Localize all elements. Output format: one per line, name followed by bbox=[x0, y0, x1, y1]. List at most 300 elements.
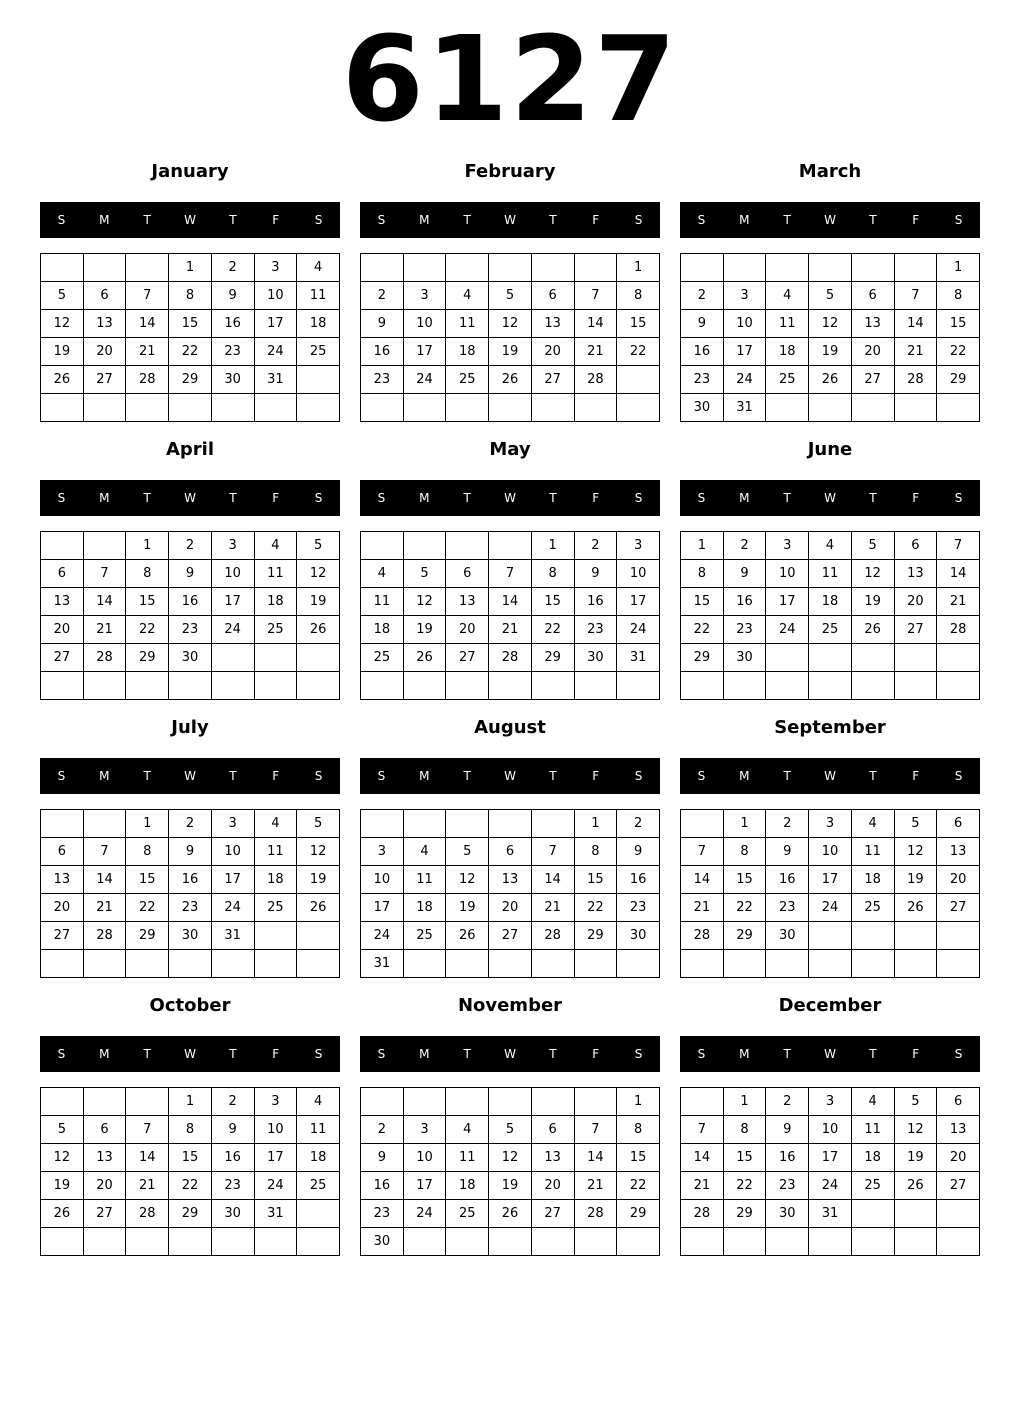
day-cell: 4 bbox=[254, 810, 297, 838]
day-cell: 11 bbox=[297, 1116, 340, 1144]
week-row bbox=[681, 838, 980, 866]
weekday-label: T bbox=[869, 213, 877, 227]
day-cell: 2 bbox=[574, 532, 617, 560]
day-cell: 12 bbox=[894, 1116, 937, 1144]
day-cell: 6 bbox=[83, 1116, 126, 1144]
day-cell bbox=[297, 672, 340, 700]
day-cell: 20 bbox=[937, 866, 980, 894]
weekday-label: T bbox=[143, 1047, 151, 1061]
day-cell bbox=[83, 810, 126, 838]
week-row bbox=[361, 644, 660, 672]
day-cell: 15 bbox=[681, 588, 724, 616]
week-row bbox=[361, 560, 660, 588]
day-cell: 17 bbox=[211, 588, 254, 616]
day-cell: 12 bbox=[851, 560, 894, 588]
day-cell: 23 bbox=[169, 894, 212, 922]
day-cell: 2 bbox=[361, 1116, 404, 1144]
day-cell: 15 bbox=[574, 866, 617, 894]
day-cell: 17 bbox=[254, 310, 297, 338]
day-cell: 17 bbox=[403, 338, 446, 366]
week-row bbox=[41, 310, 340, 338]
day-cell: 3 bbox=[254, 254, 297, 282]
weekday-label: T bbox=[869, 491, 877, 505]
week-row bbox=[681, 282, 980, 310]
day-cell: 3 bbox=[809, 1088, 852, 1116]
day-cell: 17 bbox=[254, 1144, 297, 1172]
day-cell: 18 bbox=[809, 588, 852, 616]
week-row bbox=[681, 338, 980, 366]
day-cell bbox=[361, 810, 404, 838]
weekday-label: S bbox=[314, 1047, 323, 1061]
day-cell: 22 bbox=[574, 894, 617, 922]
month-name: January bbox=[151, 161, 229, 182]
weekday-label: S bbox=[377, 1047, 386, 1061]
day-cell: 19 bbox=[489, 338, 532, 366]
day-cell: 31 bbox=[809, 1200, 852, 1228]
day-cell: 7 bbox=[574, 1116, 617, 1144]
day-cell bbox=[126, 254, 169, 282]
day-cell: 6 bbox=[41, 560, 84, 588]
day-cell: 23 bbox=[211, 338, 254, 366]
week-row bbox=[681, 922, 980, 950]
day-cell bbox=[41, 1088, 84, 1116]
week-row bbox=[361, 950, 660, 978]
week-row bbox=[681, 1228, 980, 1256]
day-cell: 10 bbox=[211, 838, 254, 866]
day-cell: 22 bbox=[617, 338, 660, 366]
day-cell: 16 bbox=[361, 1172, 404, 1200]
day-cell: 16 bbox=[766, 1144, 809, 1172]
weekday-label: T bbox=[463, 491, 471, 505]
day-cell: 23 bbox=[211, 1172, 254, 1200]
day-cell: 11 bbox=[254, 838, 297, 866]
weekday-label: F bbox=[272, 1047, 280, 1061]
week-row bbox=[361, 894, 660, 922]
day-cell: 12 bbox=[489, 310, 532, 338]
day-cell: 20 bbox=[851, 338, 894, 366]
day-cell: 29 bbox=[937, 366, 980, 394]
week-row bbox=[41, 394, 340, 422]
day-cell: 24 bbox=[766, 616, 809, 644]
day-cell: 6 bbox=[531, 282, 574, 310]
weekday-label: T bbox=[549, 1047, 557, 1061]
day-cell bbox=[851, 672, 894, 700]
day-cell: 7 bbox=[681, 1116, 724, 1144]
week-row bbox=[41, 866, 340, 894]
day-cell: 18 bbox=[403, 894, 446, 922]
day-cell: 21 bbox=[937, 588, 980, 616]
day-cell bbox=[126, 1088, 169, 1116]
day-cell bbox=[851, 950, 894, 978]
day-cell: 8 bbox=[723, 1116, 766, 1144]
day-cell bbox=[489, 950, 532, 978]
day-cell: 23 bbox=[169, 616, 212, 644]
day-cell: 6 bbox=[937, 810, 980, 838]
day-cell: 7 bbox=[126, 1116, 169, 1144]
day-cell: 3 bbox=[617, 532, 660, 560]
day-cell: 26 bbox=[297, 894, 340, 922]
weekday-label: S bbox=[697, 491, 706, 505]
day-cell: 21 bbox=[574, 338, 617, 366]
day-cell: 12 bbox=[297, 838, 340, 866]
day-cell bbox=[937, 1200, 980, 1228]
day-cell: 16 bbox=[574, 588, 617, 616]
weekday-label: T bbox=[143, 213, 151, 227]
day-cell: 24 bbox=[403, 1200, 446, 1228]
day-cell bbox=[169, 950, 212, 978]
day-cell bbox=[41, 672, 84, 700]
day-cell: 19 bbox=[894, 1144, 937, 1172]
day-cell bbox=[211, 672, 254, 700]
day-cell bbox=[617, 394, 660, 422]
week-row bbox=[41, 1144, 340, 1172]
day-cell bbox=[809, 672, 852, 700]
day-cell: 13 bbox=[894, 560, 937, 588]
day-cell: 28 bbox=[681, 922, 724, 950]
day-cell: 25 bbox=[361, 644, 404, 672]
day-cell: 5 bbox=[446, 838, 489, 866]
day-cell: 28 bbox=[681, 1200, 724, 1228]
day-cell: 22 bbox=[126, 616, 169, 644]
weekday-label: M bbox=[739, 491, 750, 505]
day-cell: 14 bbox=[83, 588, 126, 616]
day-cell: 15 bbox=[617, 1144, 660, 1172]
day-cell bbox=[574, 950, 617, 978]
day-cell bbox=[211, 644, 254, 672]
day-cell: 25 bbox=[297, 338, 340, 366]
day-cell: 21 bbox=[681, 1172, 724, 1200]
weekday-label: W bbox=[824, 1047, 836, 1061]
day-cell: 17 bbox=[766, 588, 809, 616]
week-row bbox=[361, 1172, 660, 1200]
weekday-header bbox=[40, 758, 340, 794]
day-cell: 15 bbox=[723, 866, 766, 894]
day-cell: 16 bbox=[211, 1144, 254, 1172]
day-cell: 7 bbox=[894, 282, 937, 310]
day-cell bbox=[766, 254, 809, 282]
week-row bbox=[361, 282, 660, 310]
day-cell: 27 bbox=[83, 1200, 126, 1228]
day-cell: 10 bbox=[723, 310, 766, 338]
day-cell bbox=[531, 254, 574, 282]
day-cell bbox=[681, 1228, 724, 1256]
day-cell: 19 bbox=[297, 866, 340, 894]
month-name: August bbox=[474, 717, 546, 738]
day-cell bbox=[723, 254, 766, 282]
day-cell: 18 bbox=[297, 310, 340, 338]
day-cell: 9 bbox=[211, 282, 254, 310]
week-row bbox=[361, 1116, 660, 1144]
weekday-label: T bbox=[229, 491, 237, 505]
day-cell: 19 bbox=[809, 338, 852, 366]
weekday-label: F bbox=[272, 769, 280, 783]
weekday-label: W bbox=[504, 491, 516, 505]
day-cell: 27 bbox=[83, 366, 126, 394]
day-cell: 25 bbox=[851, 894, 894, 922]
day-cell: 6 bbox=[446, 560, 489, 588]
day-cell: 6 bbox=[531, 1116, 574, 1144]
day-cell: 15 bbox=[169, 1144, 212, 1172]
day-cell bbox=[297, 394, 340, 422]
day-cell: 23 bbox=[723, 616, 766, 644]
weekday-label: W bbox=[824, 769, 836, 783]
day-cell: 11 bbox=[851, 838, 894, 866]
day-cell: 4 bbox=[254, 532, 297, 560]
day-cell: 23 bbox=[766, 1172, 809, 1200]
day-cell: 23 bbox=[361, 366, 404, 394]
day-cell: 7 bbox=[83, 838, 126, 866]
weekday-label: W bbox=[504, 213, 516, 227]
day-cell: 26 bbox=[809, 366, 852, 394]
day-cell: 28 bbox=[83, 644, 126, 672]
day-cell: 29 bbox=[723, 922, 766, 950]
day-cell: 16 bbox=[723, 588, 766, 616]
day-cell: 27 bbox=[937, 1172, 980, 1200]
day-cell: 15 bbox=[169, 310, 212, 338]
weekday-label: T bbox=[783, 491, 791, 505]
day-cell: 28 bbox=[937, 616, 980, 644]
day-cell: 9 bbox=[617, 838, 660, 866]
day-cell bbox=[489, 1228, 532, 1256]
day-cell: 29 bbox=[574, 922, 617, 950]
day-cell bbox=[403, 1088, 446, 1116]
day-cell: 31 bbox=[254, 1200, 297, 1228]
day-cell bbox=[297, 366, 340, 394]
day-cell: 18 bbox=[254, 866, 297, 894]
day-cell: 8 bbox=[574, 838, 617, 866]
weekday-label: F bbox=[912, 769, 920, 783]
weekday-label: T bbox=[229, 213, 237, 227]
day-cell: 31 bbox=[617, 644, 660, 672]
day-cell bbox=[809, 922, 852, 950]
weekday-label: T bbox=[229, 769, 237, 783]
day-cell: 15 bbox=[126, 588, 169, 616]
weekday-label: T bbox=[869, 1047, 877, 1061]
day-cell: 21 bbox=[574, 1172, 617, 1200]
day-cell: 21 bbox=[83, 894, 126, 922]
day-cell: 12 bbox=[489, 1144, 532, 1172]
day-cell: 11 bbox=[809, 560, 852, 588]
day-cell bbox=[297, 1228, 340, 1256]
day-cell: 5 bbox=[809, 282, 852, 310]
weekday-label: W bbox=[504, 769, 516, 783]
day-cell bbox=[254, 1228, 297, 1256]
day-cell: 7 bbox=[83, 560, 126, 588]
day-cell: 25 bbox=[766, 366, 809, 394]
day-cell: 25 bbox=[809, 616, 852, 644]
month-name: March bbox=[798, 161, 862, 182]
day-cell bbox=[446, 950, 489, 978]
week-row bbox=[681, 894, 980, 922]
day-cell: 14 bbox=[937, 560, 980, 588]
weekday-label: S bbox=[634, 1047, 643, 1061]
day-cell: 16 bbox=[766, 866, 809, 894]
weekday-label: S bbox=[634, 769, 643, 783]
day-cell: 22 bbox=[723, 894, 766, 922]
day-cell bbox=[403, 1228, 446, 1256]
day-cell: 8 bbox=[617, 1116, 660, 1144]
day-cell bbox=[937, 922, 980, 950]
day-cell: 19 bbox=[403, 616, 446, 644]
week-row bbox=[361, 838, 660, 866]
day-cell: 27 bbox=[937, 894, 980, 922]
day-cell: 13 bbox=[937, 1116, 980, 1144]
day-cell: 15 bbox=[937, 310, 980, 338]
day-grid bbox=[40, 531, 340, 700]
day-cell: 2 bbox=[617, 810, 660, 838]
day-cell bbox=[361, 532, 404, 560]
day-cell bbox=[894, 950, 937, 978]
day-cell bbox=[894, 644, 937, 672]
week-row bbox=[361, 366, 660, 394]
day-cell bbox=[574, 254, 617, 282]
day-cell bbox=[681, 254, 724, 282]
day-cell bbox=[403, 950, 446, 978]
day-cell: 30 bbox=[617, 922, 660, 950]
day-cell bbox=[531, 1228, 574, 1256]
day-cell: 29 bbox=[681, 644, 724, 672]
day-cell bbox=[489, 1088, 532, 1116]
day-cell: 11 bbox=[446, 310, 489, 338]
day-cell: 17 bbox=[211, 866, 254, 894]
week-row bbox=[41, 644, 340, 672]
day-cell: 3 bbox=[211, 532, 254, 560]
day-cell: 8 bbox=[531, 560, 574, 588]
week-row bbox=[361, 338, 660, 366]
weekday-label: T bbox=[463, 769, 471, 783]
week-row bbox=[361, 922, 660, 950]
day-cell bbox=[851, 254, 894, 282]
day-cell: 27 bbox=[446, 644, 489, 672]
day-cell bbox=[531, 950, 574, 978]
day-cell bbox=[937, 1228, 980, 1256]
weekday-label: M bbox=[419, 1047, 430, 1061]
day-cell: 8 bbox=[126, 560, 169, 588]
day-cell: 10 bbox=[809, 838, 852, 866]
weekday-label: T bbox=[143, 491, 151, 505]
day-cell: 28 bbox=[126, 1200, 169, 1228]
week-row bbox=[681, 1172, 980, 1200]
month-name: April bbox=[165, 439, 215, 460]
day-cell: 27 bbox=[851, 366, 894, 394]
day-cell: 1 bbox=[169, 1088, 212, 1116]
day-cell: 13 bbox=[83, 310, 126, 338]
day-cell: 13 bbox=[41, 866, 84, 894]
week-row bbox=[681, 394, 980, 422]
week-row bbox=[361, 1144, 660, 1172]
week-row bbox=[681, 1116, 980, 1144]
weekday-header bbox=[680, 202, 980, 238]
day-cell: 2 bbox=[681, 282, 724, 310]
day-cell: 17 bbox=[809, 1144, 852, 1172]
week-row bbox=[681, 866, 980, 894]
day-cell: 6 bbox=[894, 532, 937, 560]
week-row bbox=[41, 894, 340, 922]
weekday-label: S bbox=[954, 213, 963, 227]
week-row bbox=[361, 1088, 660, 1116]
day-cell: 14 bbox=[126, 310, 169, 338]
day-cell: 4 bbox=[297, 1088, 340, 1116]
weekday-label: M bbox=[419, 491, 430, 505]
day-cell: 7 bbox=[937, 532, 980, 560]
day-cell bbox=[297, 950, 340, 978]
day-cell: 13 bbox=[531, 1144, 574, 1172]
day-cell: 30 bbox=[574, 644, 617, 672]
day-cell: 2 bbox=[169, 532, 212, 560]
day-cell: 31 bbox=[254, 366, 297, 394]
week-row bbox=[681, 1144, 980, 1172]
day-cell bbox=[126, 672, 169, 700]
day-cell bbox=[41, 810, 84, 838]
day-cell bbox=[41, 532, 84, 560]
week-row bbox=[681, 532, 980, 560]
day-cell bbox=[531, 672, 574, 700]
weekday-label: S bbox=[57, 769, 66, 783]
day-cell: 25 bbox=[851, 1172, 894, 1200]
day-cell: 12 bbox=[809, 310, 852, 338]
day-cell: 12 bbox=[41, 1144, 84, 1172]
day-cell: 28 bbox=[126, 366, 169, 394]
day-cell: 8 bbox=[723, 838, 766, 866]
day-cell bbox=[851, 1200, 894, 1228]
day-cell: 18 bbox=[297, 1144, 340, 1172]
day-cell: 4 bbox=[766, 282, 809, 310]
day-cell: 4 bbox=[297, 254, 340, 282]
day-cell bbox=[617, 672, 660, 700]
day-cell bbox=[403, 254, 446, 282]
weekday-header bbox=[40, 1036, 340, 1072]
day-cell: 11 bbox=[254, 560, 297, 588]
day-cell: 29 bbox=[531, 644, 574, 672]
day-cell: 5 bbox=[489, 1116, 532, 1144]
weekday-label: M bbox=[419, 769, 430, 783]
day-cell: 23 bbox=[766, 894, 809, 922]
day-cell: 7 bbox=[126, 282, 169, 310]
day-cell: 19 bbox=[297, 588, 340, 616]
day-cell: 22 bbox=[723, 1172, 766, 1200]
day-cell: 3 bbox=[766, 532, 809, 560]
weekday-label: F bbox=[592, 213, 600, 227]
week-row bbox=[41, 1228, 340, 1256]
day-cell bbox=[766, 1228, 809, 1256]
day-cell: 1 bbox=[723, 1088, 766, 1116]
week-row bbox=[681, 1200, 980, 1228]
day-cell: 24 bbox=[403, 366, 446, 394]
day-cell bbox=[211, 1228, 254, 1256]
weekday-label: T bbox=[783, 769, 791, 783]
year-title: 6127 bbox=[341, 10, 679, 148]
day-cell: 18 bbox=[446, 338, 489, 366]
day-cell bbox=[489, 672, 532, 700]
day-cell: 28 bbox=[894, 366, 937, 394]
day-cell bbox=[297, 644, 340, 672]
day-cell bbox=[83, 1228, 126, 1256]
day-cell: 11 bbox=[361, 588, 404, 616]
day-cell bbox=[254, 644, 297, 672]
day-cell bbox=[83, 254, 126, 282]
day-cell: 9 bbox=[766, 838, 809, 866]
day-cell: 30 bbox=[723, 644, 766, 672]
week-row bbox=[41, 922, 340, 950]
day-cell bbox=[681, 950, 724, 978]
day-cell: 8 bbox=[937, 282, 980, 310]
day-cell bbox=[297, 922, 340, 950]
weekday-label: W bbox=[184, 213, 196, 227]
day-cell: 26 bbox=[851, 616, 894, 644]
day-cell: 9 bbox=[766, 1116, 809, 1144]
day-cell: 22 bbox=[169, 338, 212, 366]
day-cell: 1 bbox=[531, 532, 574, 560]
